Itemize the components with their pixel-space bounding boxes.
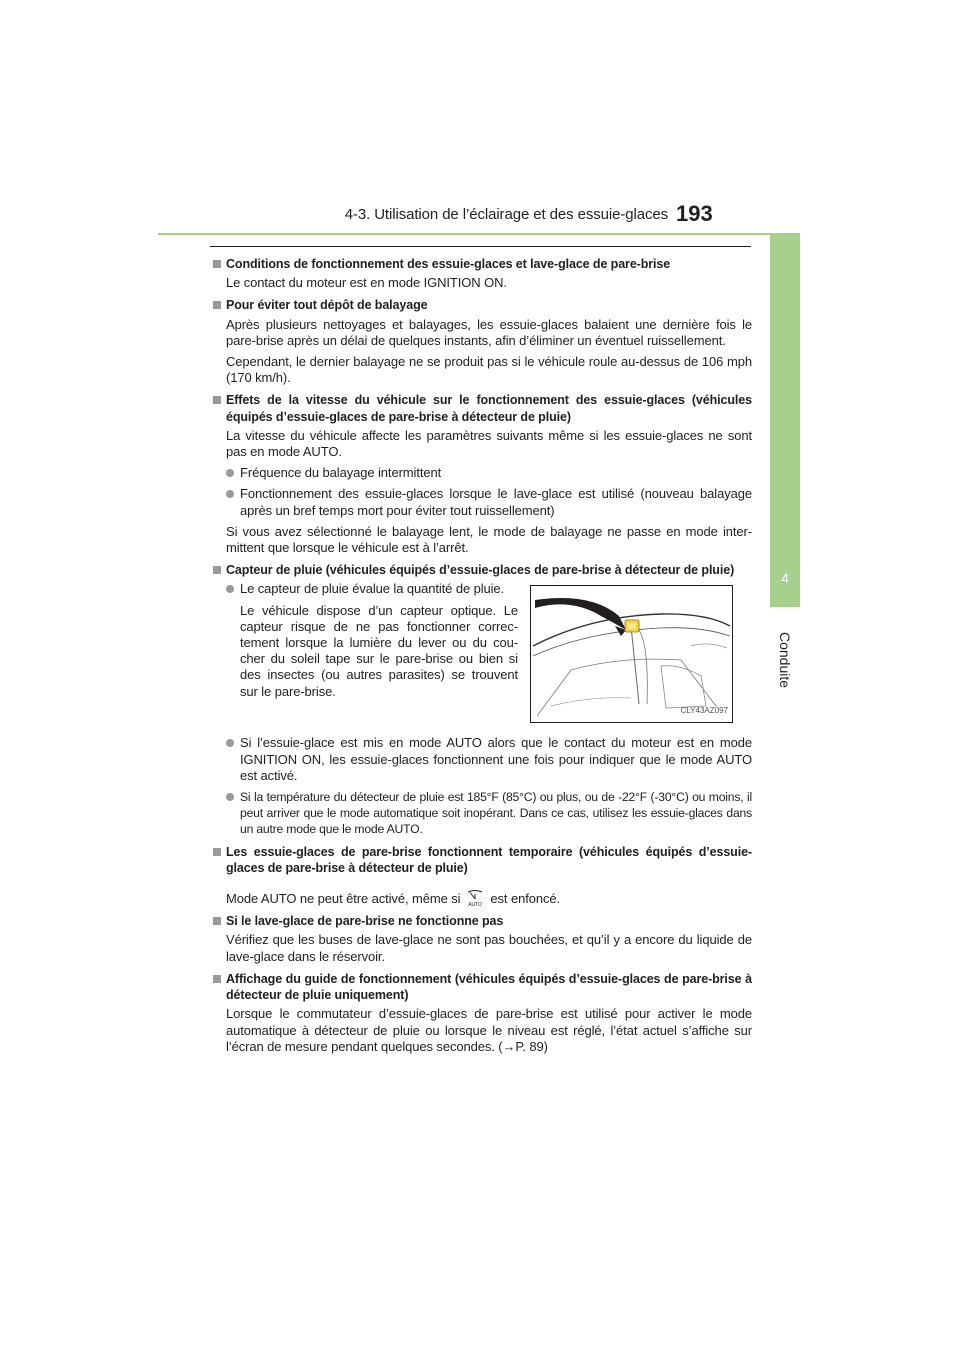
paragraph: Si vous avez sélectionné le balayage lent, le mode de balayage ne passe en mode inter-mittent que lorsque le véhicule est à l’arrêt. — [226, 523, 752, 556]
running-header-title: 4-3. Utilisation de l’éclairage et des essuie-glaces — [344, 206, 668, 223]
bullet-item: Le capteur de pluie évalue la quantité de pluie. — [212, 581, 518, 597]
section-temporary — [212, 844, 752, 908]
page-number: 193 — [676, 201, 713, 226]
rain-sensor-text — [212, 581, 518, 704]
rain-sensor-row — [212, 581, 752, 729]
wiper-auto-icon-label: AUTO — [468, 902, 483, 908]
section-heading: Capteur de pluie (véhicules équipés d’essuie-glaces de pare-brise à détecteur de pluie) — [212, 562, 752, 578]
spacer — [212, 879, 752, 889]
section-top-rule — [210, 246, 751, 247]
section-washer — [212, 913, 752, 965]
paragraph: Vérifiez que les buses de lave-glace ne sont pas bouchées, et qu’il y a encore du liquide de lave-glace dans le réservoir. — [226, 932, 752, 964]
chapter-label: Conduite — [777, 631, 794, 689]
bullet-item: Fonctionnement des essuie-glaces lorsque le lave-glace est utilisé (nouveau balayage après un bref temps mort pour éviter tout ruissellement) — [212, 486, 752, 518]
section-conditions — [212, 256, 752, 291]
rain-sensor-illustration — [530, 585, 733, 723]
chapter-label-wrapper — [771, 620, 799, 700]
chapter-tab — [770, 235, 800, 607]
section-heading: Les essuie-glaces de pare-brise fonctionnent temporaire (véhicules équipés d’essuie-glaces de pare-brise à détecteur de pluie) — [212, 844, 752, 876]
page-content — [212, 256, 752, 1061]
figure-code: CLY43AZ097 — [680, 706, 728, 716]
section-display — [212, 971, 752, 1055]
section-heading: Effets de la vitesse du véhicule sur le fonctionnement des essuie-glaces (véhicules équipés d’essuie-glaces de pare-brise à détecteur de pluie) — [212, 392, 752, 424]
paragraph: La vitesse du véhicule affecte les paramètres suivants même si les essuie-glaces ne sont pas en mode AUTO. — [226, 427, 752, 460]
bullet-item: Fréquence du balayage intermittent — [212, 465, 752, 481]
paragraph: Le véhicule dispose d’un capteur optique. Le capteur risque de ne pas fonctionner correc-tement lorsque la lumière du lever ou du cou-cher du soleil tape sur le pare-brise ou bien si des insectes (ou autres parasites) se trouvent sur le pare-brise. — [240, 602, 518, 699]
windshield-drawing — [531, 586, 732, 722]
section-heading: Pour éviter tout dépôt de balayage — [212, 297, 752, 313]
bullet-item: Si la température du détecteur de pluie est 185°F (85°C) ou plus, ou de -22°F (-30°C) ou moins, il peut arriver que le mode automatique soit inopérant. Dans ce cas, utilisez les essuie-glaces dans un autre mode que le mode AUTO. — [212, 789, 752, 838]
section-deposit — [212, 297, 752, 386]
bullet-item: Si l’essuie-glace est mis en mode AUTO alors que le contact du moteur est en mode IGNITION ON, les essuie-glaces fonctionnent une fois pour indiquer que le mode AUTO est activé. — [212, 735, 752, 784]
paragraph: Le contact du moteur est en mode IGNITION ON. — [226, 275, 507, 291]
section-rain-sensor — [212, 562, 752, 837]
paragraph: Après plusieurs nettoyages et balayages, les essuie-glaces balaient une dernière fois le pare-brise après un délai de quelques instants, afin d’éliminer un éventuel ruissellement. — [226, 316, 752, 348]
text-after-icon: est enfoncé. — [490, 891, 561, 907]
section-heading: Si le lave-glace de pare-brise ne fonctionne pas — [212, 913, 752, 929]
section-speed — [212, 392, 752, 556]
section-heading: Conditions de fonctionnement des essuie-glaces et lave-glace de pare-brise — [212, 256, 752, 272]
wiper-auto-icon — [466, 889, 484, 907]
header-rule — [158, 233, 800, 235]
chapter-number: 4 — [781, 570, 789, 586]
paragraph-with-icon — [212, 889, 752, 907]
text-before-icon: Mode AUTO ne peut être activé, même si — [226, 891, 461, 907]
section-heading: Affichage du guide de fonctionnement (véhicules équipés d’essuie-glaces de pare-brise à détecteur de pluie uniquement) — [212, 971, 752, 1003]
page-reference-paragraph[interactable]: Lorsque le commutateur d’essuie-glaces de pare-brise est utilisé pour activer le mode automatique à détecteur de pluie ou lorsque le niveau est réglé, l’état actuel s’affiche sur l’écran de mesure pendant quelques secondes. (→P. 89) — [226, 1006, 752, 1054]
paragraph: Cependant, le dernier balayage ne se produit pas si le véhicule roule au-dessus de 106 mph (170 km/h). — [226, 354, 752, 386]
